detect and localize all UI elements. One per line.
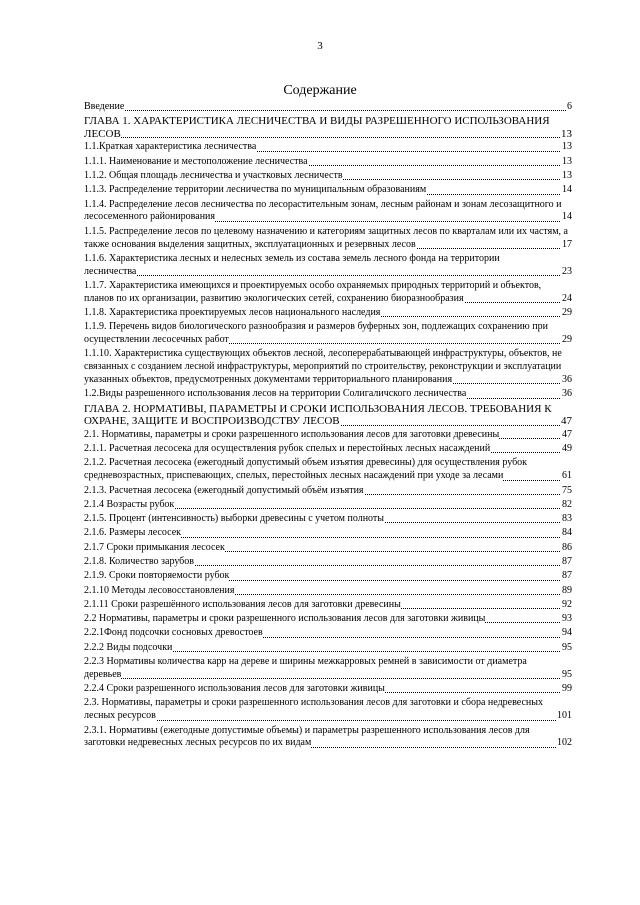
toc-entry: [84, 642, 572, 655]
toc-entry-title: 1.2.Виды разрешенного использования лесов на территории Солигаличского лесничества: [84, 388, 467, 400]
toc-entry-page: 29: [562, 307, 572, 319]
toc-entry-title: 1.1.3. Распределение территории лесничества по муниципальным образованиям: [84, 184, 427, 196]
toc-entry: [84, 348, 572, 386]
toc-entry: [84, 388, 572, 401]
toc-entry: [84, 627, 572, 640]
toc-entry-title: 1.1.4. Распределение лесов лесничества по лесорастительным зонам, лесным районам и зонам лесозащитного и лесосеменного районирования: [84, 198, 562, 223]
dot-leader: [84, 720, 572, 721]
toc-entry-page: 83: [562, 513, 572, 525]
toc-entry-title: 1.1.9. Перечень видов биологического разнообразия и размеров буферных зон, подлежащих сохранению при осуществлении лесосечных работ: [84, 321, 548, 346]
toc-entry-title: 2.1.11 Сроки разрешённого использования лесов для заготовки древесины: [84, 598, 401, 610]
toc-entry: [84, 613, 572, 626]
toc-entry-page: 47: [561, 415, 572, 428]
toc-entry: [84, 226, 572, 252]
toc-entry-title: 2.2 Нормативы, параметры и сроки разрешенного использования лесов для заготовки живицы: [84, 613, 486, 625]
toc-entry-title: ГЛАВА 2. НОРМАТИВЫ, ПАРАМЕТРЫ И СРОКИ ИСПОЛЬЗОВАНИЯ ЛЕСОВ. ТРЕБОВАНИЯ К ОХРАНЕ, ЗАЩИТЕ И ВОСПРОИЗВОДСТВУ ЛЕСОВ: [84, 402, 552, 428]
toc-entry-page: 13: [562, 170, 572, 182]
toc-entry-title: 2.1.6. Размеры лесосек: [84, 527, 182, 539]
toc-entry-title: 2.1.2. Расчетная лесосека (ежегодный допустимый объем изъятия древесины) для осуществления рубок средневозрастных, приспевающих, спелых, перестойных лесных насаждений при уходе за лесами: [84, 457, 528, 482]
toc-entry-page: 14: [562, 211, 572, 223]
toc-entry-page: 92: [562, 598, 572, 610]
toc-entry: [84, 683, 572, 696]
toc-entry-page: 87: [562, 570, 572, 582]
toc-entry: [84, 307, 572, 320]
toc-entry-page: 6: [567, 101, 572, 112]
dot-leader: [84, 137, 572, 138]
toc-entry: [84, 599, 572, 612]
toc-entry-title: 1.1.5. Распределение лесов по целевому назначению и категориям защитных лесов по кварталам или их частям, а также основания выделения защитных, эксплуатационных и резервных лесов: [84, 225, 568, 250]
toc-entry-page: 102: [557, 737, 572, 749]
toc-entry-title: 2.3. Нормативы, параметры и сроки разрешенного использования лесов для заготовки и сбора недревесных лесных ресурсов: [84, 697, 543, 722]
toc-entry: [84, 499, 572, 512]
toc-entry: [84, 585, 572, 598]
toc-entry-title: 1.1.7. Характеристика имеющихся и проектируемых особо охраняемых природных территорий и объектов, планов по их организации, развитию экологических сетей, сохранению биоразнообразия: [84, 279, 542, 304]
toc-entry: [84, 101, 572, 114]
toc-entry: [84, 485, 572, 498]
toc-entry: [84, 570, 572, 583]
toc-entry-title: 2.2.4 Сроки разрешенного использования лесов для заготовки живицы: [84, 683, 385, 695]
toc-entry-title: 2.1.8. Количество зарубов: [84, 555, 194, 567]
toc-entry-page: 61: [562, 470, 572, 482]
toc-entry-page: 89: [562, 584, 572, 596]
toc-entry-page: 86: [562, 541, 572, 553]
toc-entry-page: 95: [562, 668, 572, 680]
toc-entry-page: 24: [562, 292, 572, 304]
toc-entry: [84, 170, 572, 183]
toc-entry: [84, 199, 572, 225]
toc-entry: [84, 556, 572, 569]
toc-entry-page: 36: [562, 388, 572, 400]
toc-entry: [84, 403, 572, 429]
toc-entry: [84, 513, 572, 526]
toc-entry-page: 94: [562, 627, 572, 639]
toc-entry-title: 2.2.1Фонд подсочки сосновых древостоев: [84, 627, 263, 639]
toc-entry-title: 2.1.10 Методы лесовосстановления: [84, 584, 235, 596]
toc-entry-page: 49: [562, 443, 572, 455]
toc-entry-page: 47: [562, 428, 572, 440]
toc-entry-title: 2.1.5. Процент (интенсивность) выборки древесины с учетом полноты: [84, 513, 385, 525]
toc-entry-page: 84: [562, 527, 572, 539]
toc-entry-page: 101: [557, 710, 572, 722]
toc-entry: [84, 725, 572, 751]
toc-entry-page: 36: [562, 374, 572, 386]
toc-entry: [84, 527, 572, 540]
toc-entry: [84, 253, 572, 279]
toc-entry-title: 2.2.3 Нормативы количества карр на дереве и ширины межкарровых ремней в зависимости от диаметра деревьев: [84, 656, 527, 680]
toc-entry-title: 2.1.3. Расчетная лесосека (ежегодный допустимый объём изъятия: [84, 484, 364, 496]
toc-entry-title: 2.2.2 Виды подсочки: [84, 641, 173, 653]
toc-entry-title: 2.3.1. Нормативы (ежегодные допустимые объемы) и параметры разрешенного использования лесов для заготовки недревесных лесных ресурсов по их видам: [84, 724, 530, 749]
toc-entry-page: 95: [562, 641, 572, 653]
toc-entry: [84, 156, 572, 169]
toc-entry-page: 14: [562, 184, 572, 196]
toc-entry: [84, 457, 572, 483]
toc-entry: [84, 697, 572, 723]
toc-entry-title: 2.1.7 Сроки примыкания лесосек: [84, 541, 225, 553]
toc-entry-page: 23: [562, 265, 572, 277]
table-of-contents: [84, 101, 572, 752]
toc-entry: [84, 280, 572, 306]
toc-entry-page: 13: [561, 128, 572, 141]
toc-entry-title: ГЛАВА 1. ХАРАКТЕРИСТИКА ЛЕСНИЧЕСТВА И ВИДЫ РАЗРЕШЕННОГО ИСПОЛЬЗОВАНИЯ ЛЕСОВ: [84, 115, 550, 141]
toc-entry-page: 99: [562, 683, 572, 695]
toc-entry-title: 1.1.10. Характеристика существующих объектов лесной, лесоперерабатывающей инфраструктуры, объектов, не связанных с созданием лесной инфраструктуры, мероприятий по строительству, реконструкции и эксплуатации указанных объектов, предусмотренных документами территориального планирования: [84, 348, 562, 386]
toc-entry: [84, 141, 572, 154]
toc-entry: [84, 321, 572, 347]
toc-entry: [84, 429, 572, 442]
page-title: Содержание: [283, 83, 357, 98]
toc-entry-page: 29: [562, 334, 572, 346]
toc-entry-page: 93: [562, 613, 572, 625]
toc-entry-title: 1.1.1. Наименование и местоположение лесничества: [84, 155, 308, 167]
toc-entry-title: 2.1. Нормативы, параметры и сроки разрешенного использования лесов для заготовки древесины: [84, 428, 500, 440]
toc-entry-title: 2.1.4 Возрасты рубок: [84, 498, 175, 510]
toc-entry-page: 75: [562, 484, 572, 496]
dot-leader: [84, 275, 572, 276]
dot-leader: [84, 678, 572, 679]
dot-leader: [84, 110, 572, 111]
toc-entry-title: 1.1.8. Характеристика проектируемых лесов национального наследия: [84, 307, 381, 319]
toc-entry-title: 1.1.6. Характеристика лесных и нелесных земель из состава земель лесного фонда на территории лесничества: [84, 252, 500, 277]
toc-entry-title: 1.1.Краткая характеристика лесничества: [84, 141, 257, 153]
toc-entry: [84, 184, 572, 197]
toc-entry-title: 1.1.2. Общая площадь лесничества и участковых лесничеств: [84, 170, 343, 182]
toc-entry: [84, 443, 572, 456]
toc-entry-title: 2.1.1. Расчетная лесосека для осуществления рубок спелых и перестойных лесных насаждений: [84, 443, 491, 455]
toc-entry-title: 2.1.9. Сроки повторяемости рубок: [84, 570, 230, 582]
toc-entry-page: 87: [562, 555, 572, 567]
toc-entry: [84, 542, 572, 555]
toc-entry-page: 82: [562, 498, 572, 510]
toc-entry-page: 17: [562, 238, 572, 250]
toc-entry: [84, 115, 572, 141]
toc-entry-title: Введение: [84, 101, 125, 112]
page-number: 3: [317, 40, 323, 52]
toc-entry-page: 13: [562, 141, 572, 153]
toc-entry: [84, 656, 572, 682]
toc-entry-page: 13: [562, 155, 572, 167]
